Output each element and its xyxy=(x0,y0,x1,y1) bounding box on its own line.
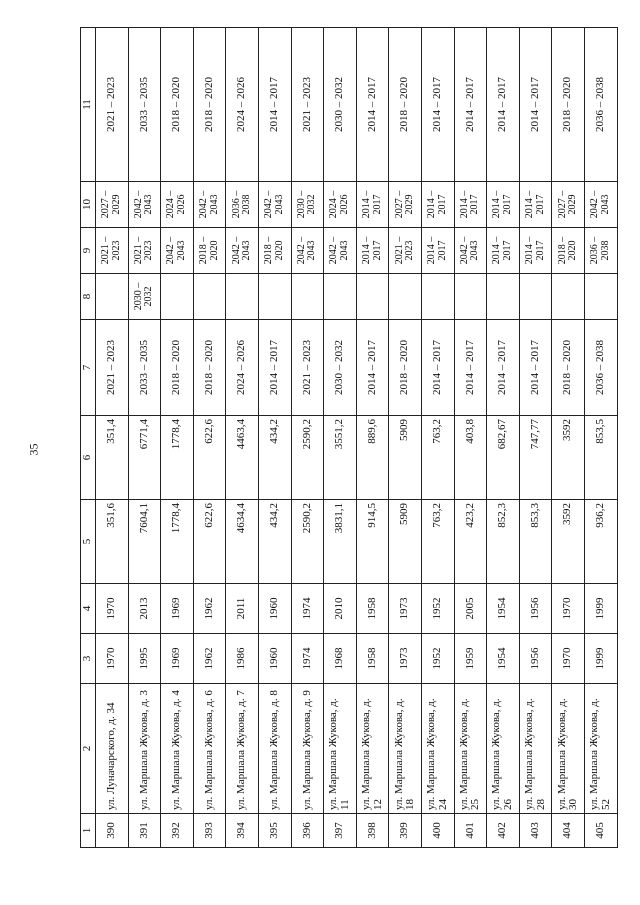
table-cell: 747,77 xyxy=(519,416,552,500)
table-cell: 1969 xyxy=(161,634,194,684)
table-cell: ул. Маршала Жукова, д. 6 xyxy=(193,684,226,814)
table-row xyxy=(161,28,194,848)
table-cell: 622,6 xyxy=(193,416,226,500)
table-cell: 392 xyxy=(161,814,194,848)
table-cell: 1973 xyxy=(389,634,422,684)
scan-artifact xyxy=(30,871,150,881)
table-cell xyxy=(454,274,487,320)
table-cell: 1970 xyxy=(96,634,129,684)
table-row xyxy=(324,28,357,848)
table-cell: 2024 – 2026 xyxy=(226,320,259,416)
table-cell: 2021 – 2023 xyxy=(96,320,129,416)
table-header xyxy=(81,28,96,848)
table-cell: 398 xyxy=(356,814,389,848)
table-cell: 2021 – 2023 xyxy=(128,228,161,274)
table-cell xyxy=(324,274,357,320)
table-cell xyxy=(226,274,259,320)
table-cell: 2021 – 2023 xyxy=(291,320,324,416)
column-header: 3 xyxy=(81,634,96,684)
table-cell: 2014 – 2017 xyxy=(454,320,487,416)
table-cell: 1778,4 xyxy=(161,500,194,584)
table-cell: 4634,4 xyxy=(226,500,259,584)
table-cell: 4463,4 xyxy=(226,416,259,500)
table-cell xyxy=(161,274,194,320)
table-cell: 2018 – 2020 xyxy=(193,228,226,274)
table-cell: 2021 – 2023 xyxy=(96,28,129,182)
table-cell: 2036 – 2038 xyxy=(584,28,617,182)
page-number: 35 xyxy=(26,443,41,456)
table-cell: 853,5 xyxy=(584,416,617,500)
table-cell: 396 xyxy=(291,814,324,848)
table-row xyxy=(128,28,161,848)
table-cell: 2036 – 2038 xyxy=(584,228,617,274)
table-cell: 1954 xyxy=(487,584,520,634)
table-cell: 2030 – 2032 xyxy=(128,274,161,320)
table-cell xyxy=(389,274,422,320)
table-cell: 2010 xyxy=(324,584,357,634)
table-cell: 1778,4 xyxy=(161,416,194,500)
table-cell: 622,6 xyxy=(193,500,226,584)
table-cell: 2042 – 2043 xyxy=(324,228,357,274)
table-row xyxy=(226,28,259,848)
table-cell xyxy=(487,274,520,320)
table-cell: 1962 xyxy=(193,634,226,684)
table-cell: 1952 xyxy=(421,634,454,684)
table-cell: 2014 – 2017 xyxy=(356,320,389,416)
table-cell: 1995 xyxy=(128,634,161,684)
table-cell: ул. Маршала Жукова, д. 26 xyxy=(487,684,520,814)
table-cell: 434,2 xyxy=(258,500,291,584)
table-cell: ул. Маршала Жукова, д. 25 xyxy=(454,684,487,814)
table-cell: 2033 – 2035 xyxy=(128,28,161,182)
table-cell: 3551,2 xyxy=(324,416,357,500)
table-row xyxy=(356,28,389,848)
table-cell: 394 xyxy=(226,814,259,848)
table-cell: 403,8 xyxy=(454,416,487,500)
table-cell: ул. Луначарского, д. 34 xyxy=(96,684,129,814)
table-cell: 351,6 xyxy=(96,500,129,584)
table-cell: 936,2 xyxy=(584,500,617,584)
column-header: 10 xyxy=(81,182,96,228)
table-cell: 1974 xyxy=(291,634,324,684)
table-row xyxy=(487,28,520,848)
table-cell: 2018 – 2020 xyxy=(389,28,422,182)
table-cell: 397 xyxy=(324,814,357,848)
table-cell: 2014 – 2017 xyxy=(258,28,291,182)
table-cell: ул. Маршала Жукова, д. 28 xyxy=(519,684,552,814)
table-cell: 2021 – 2023 xyxy=(389,228,422,274)
column-header: 1 xyxy=(81,814,96,848)
table-cell: 2014 – 2017 xyxy=(454,28,487,182)
table-cell: 1960 xyxy=(258,634,291,684)
column-header: 5 xyxy=(81,500,96,584)
table-cell: 1958 xyxy=(356,634,389,684)
column-header: 7 xyxy=(81,320,96,416)
table-cell: 2030 – 2032 xyxy=(324,28,357,182)
table-row xyxy=(421,28,454,848)
column-header: 2 xyxy=(81,684,96,814)
table-row xyxy=(291,28,324,848)
table-cell: ул. Маршала Жукова, д. 30 xyxy=(552,684,585,814)
table-cell: 1954 xyxy=(487,634,520,684)
table-cell: 2018 – 2020 xyxy=(389,320,422,416)
table-cell: 914,5 xyxy=(356,500,389,584)
table-cell: ул. Маршала Жукова, д. 8 xyxy=(258,684,291,814)
table-cell: ул. Маршала Жукова, д. 11 xyxy=(324,684,357,814)
table-cell: 2013 xyxy=(128,584,161,634)
table-cell: 405 xyxy=(584,814,617,848)
table-cell: 2018 – 2020 xyxy=(193,28,226,182)
table-cell: 2018 – 2020 xyxy=(161,28,194,182)
table-cell: 2021 – 2023 xyxy=(96,228,129,274)
table-cell: 3592 xyxy=(552,500,585,584)
table-cell: 1959 xyxy=(454,634,487,684)
table-cell: 3831,1 xyxy=(324,500,357,584)
table-cell: 889,6 xyxy=(356,416,389,500)
table-cell: ул. Маршала Жукова, д. 9 xyxy=(291,684,324,814)
table-row xyxy=(96,28,129,848)
table-cell: 1956 xyxy=(519,634,552,684)
table-cell: 2590,2 xyxy=(291,416,324,500)
table-cell: 2018 – 2020 xyxy=(552,28,585,182)
table-cell: ул. Маршала Жукова, д. 3 xyxy=(128,684,161,814)
table-cell: 763,2 xyxy=(421,500,454,584)
table-cell: 2018 – 2020 xyxy=(161,320,194,416)
table-cell xyxy=(584,274,617,320)
table-cell: 1970 xyxy=(96,584,129,634)
table-cell: 2005 xyxy=(454,584,487,634)
column-header: 8 xyxy=(81,274,96,320)
table-cell: 5909 xyxy=(389,416,422,500)
table-cell: 2014 – 2017 xyxy=(356,228,389,274)
table-cell: 2042 – 2043 xyxy=(161,228,194,274)
table-cell: 393 xyxy=(193,814,226,848)
header-row xyxy=(81,28,96,848)
table-cell: 2027 – 2029 xyxy=(552,182,585,228)
table-cell: 1958 xyxy=(356,584,389,634)
table-cell: 7604,1 xyxy=(128,500,161,584)
table-row xyxy=(454,28,487,848)
table-cell: 2014 – 2017 xyxy=(356,28,389,182)
table-cell: 434,2 xyxy=(258,416,291,500)
table-cell: 2021 – 2023 xyxy=(291,28,324,182)
table-cell: 1974 xyxy=(291,584,324,634)
table-cell: 1999 xyxy=(584,634,617,684)
table-cell: ул. Маршала Жукова, д. 24 xyxy=(421,684,454,814)
table-body xyxy=(96,28,618,848)
table-cell: 1973 xyxy=(389,584,422,634)
column-header: 9 xyxy=(81,228,96,274)
table-cell xyxy=(258,274,291,320)
table-cell: 2030 – 2032 xyxy=(291,182,324,228)
table-cell: 1960 xyxy=(258,584,291,634)
table-cell: 852,3 xyxy=(487,500,520,584)
table-cell: ул. Маршала Жукова, д. 12 xyxy=(356,684,389,814)
table-cell: 2042 – 2043 xyxy=(128,182,161,228)
table-cell: 1986 xyxy=(226,634,259,684)
table-cell: 390 xyxy=(96,814,129,848)
table-cell: 399 xyxy=(389,814,422,848)
table-cell xyxy=(356,274,389,320)
table-cell: 403 xyxy=(519,814,552,848)
column-header: 6 xyxy=(81,416,96,500)
table-cell: 351,4 xyxy=(96,416,129,500)
table-container xyxy=(80,28,612,848)
table-cell: 2018 – 2020 xyxy=(258,228,291,274)
table-cell: 391 xyxy=(128,814,161,848)
table-cell: 2036 – 2038 xyxy=(226,182,259,228)
table-cell: 2042 – 2043 xyxy=(193,182,226,228)
table-cell: 2014 – 2017 xyxy=(519,320,552,416)
table-cell: 1956 xyxy=(519,584,552,634)
table-cell: 853,3 xyxy=(519,500,552,584)
table-cell xyxy=(421,274,454,320)
table-cell: 401 xyxy=(454,814,487,848)
table-cell: 763,2 xyxy=(421,416,454,500)
column-header: 4 xyxy=(81,584,96,634)
table-cell: 2014 – 2017 xyxy=(356,182,389,228)
table-cell xyxy=(519,274,552,320)
table-cell: 2011 xyxy=(226,584,259,634)
table-cell: 395 xyxy=(258,814,291,848)
data-table xyxy=(80,27,618,848)
table-cell: 1962 xyxy=(193,584,226,634)
table-cell: 402 xyxy=(487,814,520,848)
table-cell: 2024 – 2026 xyxy=(324,182,357,228)
table-cell: 2036 – 2038 xyxy=(584,320,617,416)
table-cell: 2042 – 2043 xyxy=(258,182,291,228)
table-cell: 2014 – 2017 xyxy=(519,28,552,182)
table-cell: 2014 – 2017 xyxy=(487,320,520,416)
table-cell: 423,2 xyxy=(454,500,487,584)
table-cell: 2014 – 2017 xyxy=(519,182,552,228)
table-cell: 1970 xyxy=(552,634,585,684)
table-cell: 2014 – 2017 xyxy=(258,320,291,416)
table-cell: 2014 – 2017 xyxy=(487,28,520,182)
table-cell: ул. Маршала Жукова, д. 4 xyxy=(161,684,194,814)
table-row xyxy=(519,28,552,848)
table-cell: 2014 – 2017 xyxy=(519,228,552,274)
table-cell: 400 xyxy=(421,814,454,848)
table-cell xyxy=(193,274,226,320)
table-cell: 3592 xyxy=(552,416,585,500)
table-cell: 2027 – 2029 xyxy=(96,182,129,228)
rotated-table-frame xyxy=(80,28,612,848)
table-cell: 404 xyxy=(552,814,585,848)
table-cell: 2042 – 2043 xyxy=(454,228,487,274)
table-cell: 2014 – 2017 xyxy=(421,182,454,228)
table-cell: 2014 – 2017 xyxy=(487,182,520,228)
table-cell xyxy=(96,274,129,320)
table-cell: 1969 xyxy=(161,584,194,634)
table-cell: 2014 – 2017 xyxy=(421,228,454,274)
table-cell xyxy=(552,274,585,320)
table-cell: ул. Маршала Жукова, д. 52 xyxy=(584,684,617,814)
table-row xyxy=(389,28,422,848)
table-cell: 2014 – 2017 xyxy=(421,28,454,182)
table-cell: 2042 – 2043 xyxy=(584,182,617,228)
table-cell: 2042 – 2043 xyxy=(226,228,259,274)
table-cell: 2033 – 2035 xyxy=(128,320,161,416)
table-row xyxy=(552,28,585,848)
table-cell: 5909 xyxy=(389,500,422,584)
table-cell: 2018 – 2020 xyxy=(552,320,585,416)
table-cell: 2014 – 2017 xyxy=(487,228,520,274)
table-cell: 2027 – 2029 xyxy=(389,182,422,228)
table-cell: 2014 – 2017 xyxy=(454,182,487,228)
table-cell: 2018 – 2020 xyxy=(552,228,585,274)
table-cell: 2024 – 2026 xyxy=(226,28,259,182)
table-cell: 1999 xyxy=(584,584,617,634)
table-cell: 682,67 xyxy=(487,416,520,500)
column-header: 11 xyxy=(81,28,96,182)
table-row xyxy=(258,28,291,848)
table-cell: 6771,4 xyxy=(128,416,161,500)
table-cell xyxy=(291,274,324,320)
table-cell: 2024 – 2026 xyxy=(161,182,194,228)
table-cell: 1968 xyxy=(324,634,357,684)
table-cell: ул. Маршала Жукова, д. 7 xyxy=(226,684,259,814)
table-cell: 1952 xyxy=(421,584,454,634)
table-cell: 2030 – 2032 xyxy=(324,320,357,416)
table-row xyxy=(584,28,617,848)
table-cell: ул. Маршала Жукова, д. 18 xyxy=(389,684,422,814)
table-row xyxy=(193,28,226,848)
table-cell: 2590,2 xyxy=(291,500,324,584)
table-cell: 1970 xyxy=(552,584,585,634)
table-cell: 2042 – 2043 xyxy=(291,228,324,274)
table-cell: 2014 – 2017 xyxy=(421,320,454,416)
table-cell: 2018 – 2020 xyxy=(193,320,226,416)
